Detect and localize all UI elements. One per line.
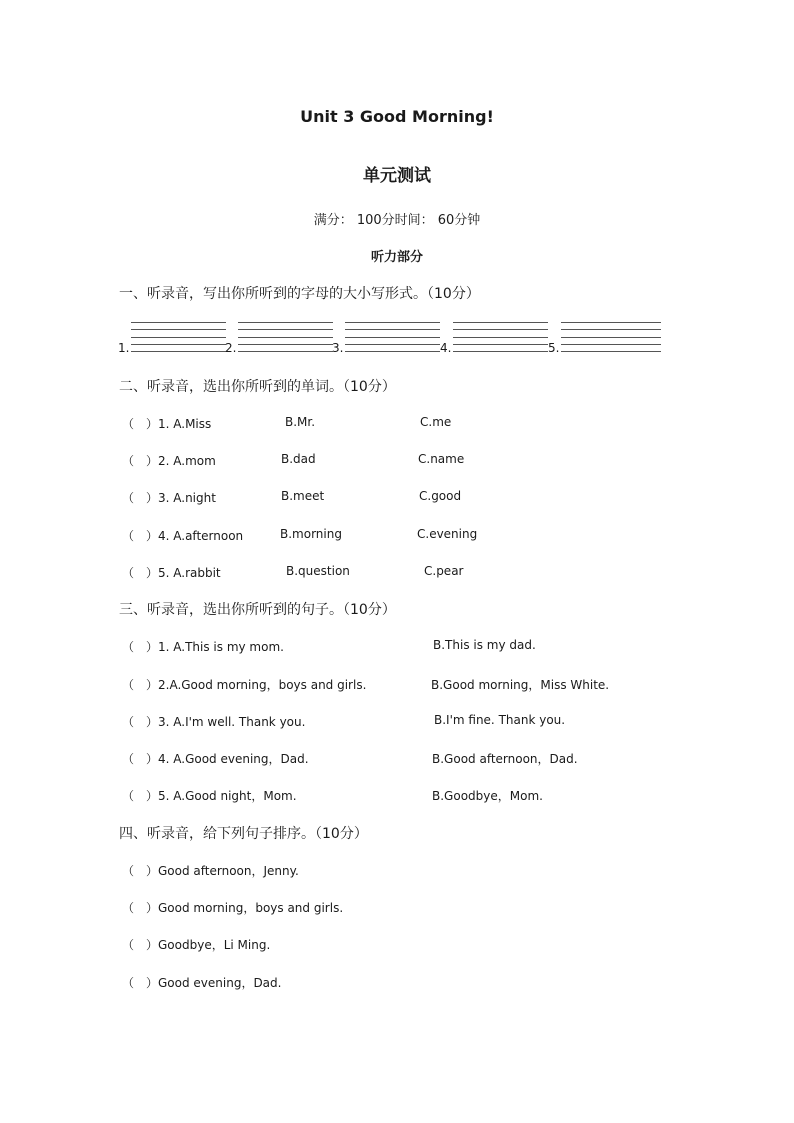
- ordering-item[interactable]: （ ）Goodbye，Li Ming.: [122, 938, 271, 952]
- word-option-c[interactable]: C.name: [418, 452, 465, 466]
- word-option-b[interactable]: B.meet: [281, 489, 325, 503]
- word-question-stem: （ ）4. A.afternoon: [122, 529, 244, 543]
- writing-blank[interactable]: [440, 319, 548, 355]
- word-option-b[interactable]: B.dad: [281, 452, 316, 466]
- word-question-stem: （ ）3. A.night: [122, 491, 216, 505]
- writing-blank[interactable]: [548, 319, 661, 355]
- sentence-option-a[interactable]: （ ）1. A.This is my mom.: [122, 640, 284, 654]
- writing-blank[interactable]: [332, 319, 440, 355]
- blank-number: 5.: [548, 341, 560, 355]
- ordering-item[interactable]: （ ）Good morning，boys and girls.: [122, 901, 344, 915]
- part4-heading: 四、听录音，给下列句子排序。（10分）: [119, 826, 368, 842]
- blank-number: 1.: [118, 341, 130, 355]
- sentence-option-a[interactable]: （ ）5. A.Good night，Mom.: [122, 789, 297, 803]
- part1-heading: 一、听录音，写出你所听到的字母的大小写形式。（10分）: [119, 286, 480, 302]
- word-option-c[interactable]: C.me: [420, 415, 452, 429]
- ordering-item[interactable]: （ ）Good afternoon，Jenny.: [122, 864, 299, 878]
- sentence-option-b[interactable]: B.I'm fine. Thank you.: [434, 713, 566, 727]
- writing-blank[interactable]: [225, 319, 333, 355]
- sentence-option-a[interactable]: （ ）2.A.Good morning，boys and girls.: [122, 678, 367, 692]
- four-line-grid: [345, 322, 440, 352]
- word-option-c[interactable]: C.pear: [424, 564, 464, 578]
- word-option-b[interactable]: B.Mr.: [285, 415, 316, 429]
- four-line-grid: [453, 322, 548, 352]
- word-option-b[interactable]: B.morning: [280, 527, 342, 541]
- letter-writing-blanks: [118, 319, 678, 355]
- part3-heading: 三、听录音，选出你所听到的句子。（10分）: [119, 602, 396, 618]
- blank-number: 2.: [225, 341, 237, 355]
- test-subtitle: 单元测试: [363, 166, 431, 186]
- part2-heading: 二、听录音，选出你所听到的单词。（10分）: [119, 379, 396, 395]
- sentence-option-a[interactable]: （ ）3. A.I'm well. Thank you.: [122, 715, 306, 729]
- sentence-option-b[interactable]: B.Good afternoon，Dad.: [432, 752, 578, 766]
- four-line-grid: [131, 322, 226, 352]
- sentence-option-b[interactable]: B.This is my dad.: [433, 638, 536, 652]
- sentence-option-b[interactable]: B.Good morning，Miss White.: [431, 678, 610, 692]
- score-time-info: 满分： 100分时间： 60分钟: [313, 213, 481, 228]
- word-option-c[interactable]: C.evening: [417, 527, 478, 541]
- blank-number: 4.: [440, 341, 452, 355]
- word-option-b[interactable]: B.question: [286, 564, 350, 578]
- four-line-grid: [561, 322, 661, 352]
- word-question-stem: （ ）1. A.Miss: [122, 417, 212, 431]
- writing-blank[interactable]: [118, 319, 226, 355]
- page-title: Unit 3 Good Morning!: [300, 107, 494, 126]
- blank-number: 3.: [332, 341, 344, 355]
- sentence-option-a[interactable]: （ ）4. A.Good evening，Dad.: [122, 752, 309, 766]
- ordering-item[interactable]: （ ）Good evening，Dad.: [122, 976, 282, 990]
- listening-section-title: 听力部分: [370, 250, 423, 265]
- word-question-stem: （ ）2. A.mom: [122, 454, 216, 468]
- four-line-grid: [238, 322, 333, 352]
- word-question-stem: （ ）5. A.rabbit: [122, 566, 221, 580]
- sentence-option-b[interactable]: B.Goodbye，Mom.: [432, 789, 543, 803]
- word-option-c[interactable]: C.good: [419, 489, 462, 503]
